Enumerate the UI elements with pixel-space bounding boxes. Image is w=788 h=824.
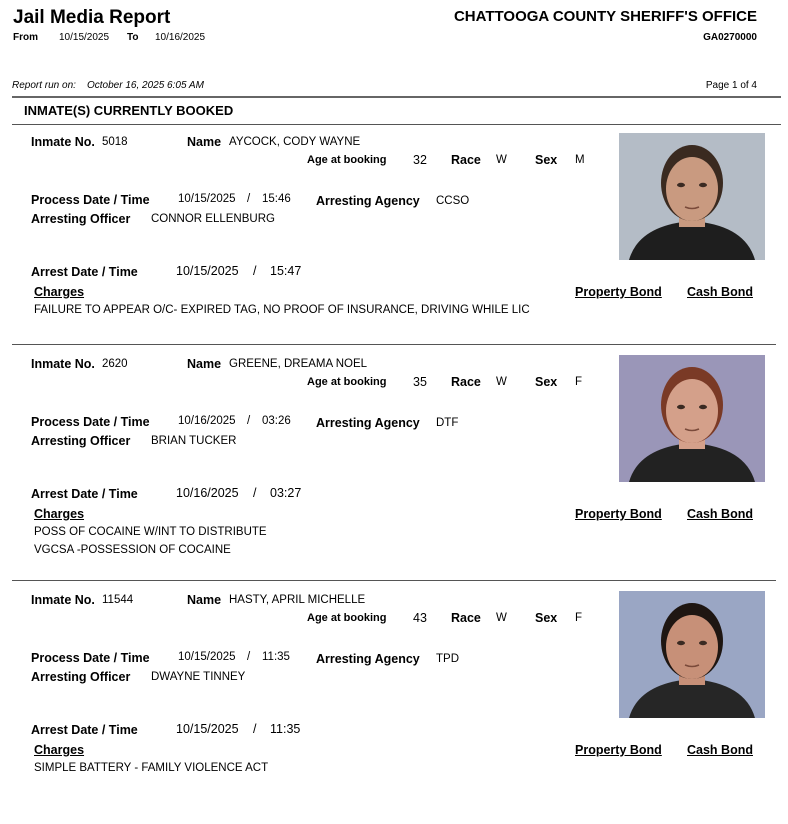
arrest-time: 03:27 [270, 486, 302, 500]
officer-label: Arresting Officer [31, 670, 131, 684]
name-label: Name [187, 593, 222, 607]
arrest-slash: / [253, 722, 257, 736]
charge-line: FAILURE TO APPEAR O/C- EXPIRED TAG, NO PROOF OF INSURANCE, DRIVING WHILE LIC [34, 304, 530, 316]
property-bond-label: Property Bond [575, 507, 662, 521]
arrest-date: 10/16/2025 [176, 486, 239, 500]
property-bond-label: Property Bond [575, 285, 662, 299]
report-run-value: October 16, 2025 6:05 AM [87, 80, 204, 91]
arrest-label: Arrest Date / Time [31, 487, 138, 501]
officer-label: Arresting Officer [31, 434, 131, 448]
report-run-label: Report run on: [12, 80, 76, 91]
property-bond-label: Property Bond [575, 743, 662, 757]
name-value: GREENE, DREAMA NOEL [229, 358, 368, 370]
name-value: AYCOCK, CODY WAYNE [229, 136, 361, 148]
name-value: HASTY, APRIL MICHELLE [229, 594, 366, 606]
officer-value: CONNOR ELLENBURG [151, 213, 275, 225]
section-divider [12, 124, 781, 125]
race-label: Race [451, 153, 481, 167]
age-value: 32 [413, 153, 427, 167]
agency-value: DTF [436, 417, 459, 429]
arrest-label: Arrest Date / Time [31, 265, 138, 279]
charge-line: POSS OF COCAINE W/INT TO DISTRIBUTE [34, 526, 267, 538]
age-value: 43 [413, 611, 427, 625]
age-label: Age at booking [307, 376, 387, 388]
process-time: 15:46 [262, 193, 291, 205]
sex-value: F [575, 376, 583, 388]
charge-line: VGCSA -POSSESSION OF COCAINE [34, 544, 231, 556]
from-label: From [13, 32, 38, 43]
to-date: 10/16/2025 [155, 32, 206, 43]
race-label: Race [451, 375, 481, 389]
charges-label: Charges [34, 743, 85, 757]
age-value: 35 [413, 375, 427, 389]
arrest-time: 11:35 [270, 722, 301, 736]
process-date: 10/15/2025 [178, 651, 236, 663]
from-date: 10/15/2025 [59, 32, 110, 43]
cash-bond-label: Cash Bond [687, 285, 753, 299]
arrest-slash: / [253, 486, 257, 500]
agency-label: Arresting Agency [316, 194, 420, 208]
process-label: Process Date / Time [31, 651, 150, 665]
sex-label: Sex [535, 611, 558, 625]
cash-bond-label: Cash Bond [687, 507, 753, 521]
process-slash: / [247, 415, 251, 427]
process-slash: / [247, 651, 251, 663]
inmate-no-label: Inmate No. [31, 135, 95, 149]
age-label: Age at booking [307, 154, 387, 166]
charges-label: Charges [34, 285, 85, 299]
name-label: Name [187, 357, 222, 371]
header-divider [12, 96, 781, 98]
sex-value: F [575, 612, 583, 624]
cash-bond-label: Cash Bond [687, 743, 753, 757]
charge-line: SIMPLE BATTERY - FAMILY VIOLENCE ACT [34, 762, 269, 774]
arrest-date: 10/15/2025 [176, 722, 239, 736]
race-value: W [496, 154, 507, 166]
arrest-slash: / [253, 264, 257, 278]
inmate-no-label: Inmate No. [31, 357, 95, 371]
inmate-no-label: Inmate No. [31, 593, 95, 607]
race-value: W [496, 612, 507, 624]
race-label: Race [451, 611, 481, 625]
sex-label: Sex [535, 375, 558, 389]
inmate-photo [619, 591, 765, 718]
agency-title: CHATTOOGA COUNTY SHERIFF'S OFFICE [453, 8, 757, 25]
process-time: 03:26 [262, 415, 291, 427]
agency-value: TPD [436, 653, 459, 665]
inmate-no-value: 5018 [102, 136, 128, 148]
record-divider [12, 580, 776, 581]
officer-label: Arresting Officer [31, 212, 131, 226]
process-slash: / [247, 193, 251, 205]
agency-value: CCSO [436, 195, 470, 207]
arrest-date: 10/15/2025 [176, 264, 239, 278]
to-label: To [127, 32, 139, 43]
race-value: W [496, 376, 507, 388]
page-number: Page 1 of 4 [705, 80, 757, 91]
process-time: 11:35 [262, 651, 290, 663]
sex-value: M [575, 154, 585, 166]
agency-label: Arresting Agency [316, 652, 420, 666]
record-divider [12, 344, 776, 345]
process-label: Process Date / Time [31, 193, 150, 207]
officer-value: BRIAN TUCKER [151, 435, 237, 447]
arrest-label: Arrest Date / Time [31, 723, 138, 737]
inmate-photo [619, 355, 765, 482]
sex-label: Sex [535, 153, 558, 167]
process-date: 10/16/2025 [178, 415, 236, 427]
officer-value: DWAYNE TINNEY [151, 671, 246, 683]
charges-label: Charges [34, 507, 85, 521]
inmate-no-value: 11544 [102, 594, 134, 606]
agency-label: Arresting Agency [316, 416, 420, 430]
process-label: Process Date / Time [31, 415, 150, 429]
inmate-no-value: 2620 [102, 358, 128, 370]
name-label: Name [187, 135, 222, 149]
process-date: 10/15/2025 [178, 193, 236, 205]
ori-code: GA0270000 [703, 32, 757, 43]
report-title: Jail Media Report [13, 7, 171, 28]
inmate-photo [619, 133, 765, 260]
age-label: Age at booking [307, 612, 387, 624]
section-title: INMATE(S) CURRENTLY BOOKED [24, 103, 234, 118]
arrest-time: 15:47 [270, 264, 302, 278]
